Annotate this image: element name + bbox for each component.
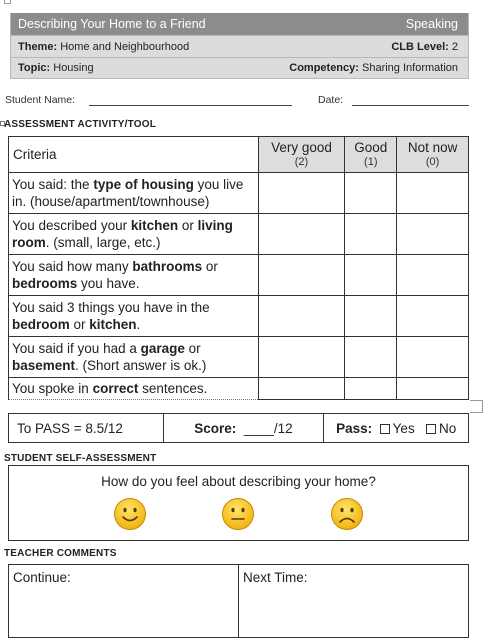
self-assessment-box [8,465,469,541]
rating-cell-very-good[interactable] [258,296,345,337]
teacher-comments-heading: TEACHER COMMENTS [4,548,117,559]
next-time-cell[interactable] [238,565,468,637]
criteria-header: Criteria [9,137,259,173]
rating-cell-very-good[interactable] [258,214,345,255]
criteria-text: You said 3 things you have in the bedroom or kitchen. [9,296,259,337]
rating-cell-good[interactable] [345,296,397,337]
criteria-text: You spoke in correct sentences. [9,378,259,400]
pass-field: Pass: Yes No [324,414,469,443]
rating-cell-very-good[interactable] [258,173,345,214]
rating-cell-not-now[interactable] [397,255,469,296]
date-line[interactable] [352,105,469,106]
neutral-face-icon[interactable] [221,497,255,531]
skill-label: Speaking [405,17,458,31]
rating-cell-not-now[interactable] [397,173,469,214]
yes-label: Yes [392,420,415,436]
criteria-text: You said: the type of housing you live in. (house/apartment/townhouse) [9,173,259,214]
rating-cell-very-good[interactable] [258,378,345,400]
pass-score-table [8,413,469,443]
rating-cell-not-now[interactable] [397,337,469,378]
teacher-comments-box [8,564,469,638]
header-topic-row [10,57,469,79]
sad-face-icon[interactable] [330,497,364,531]
assessment-heading: ASSESSMENT ACTIVITY/TOOL [4,119,157,130]
criteria-row [9,173,469,214]
criteria-row [9,255,469,296]
criteria-row [9,337,469,378]
criteria-row [9,378,469,400]
date-label: Date: [318,94,344,106]
theme-field: Theme: Home and Neighbourhood [18,40,190,53]
happy-face-icon[interactable] [113,497,147,531]
page-corner-mark [4,0,11,4]
self-assessment-heading: STUDENT SELF-ASSESSMENT [4,453,157,464]
self-assessment-question: How do you feel about describing your home? [101,474,376,489]
continue-label: Continue: [13,570,71,585]
criteria-text: You said if you had a garage or basement. (Short answer is ok.) [9,337,259,378]
no-checkbox[interactable] [426,424,436,434]
criteria-row [9,214,469,255]
rating-cell-good[interactable] [345,214,397,255]
assessment-table [8,136,469,400]
rating-cell-not-now[interactable] [397,378,469,400]
student-name-label: Student Name: [5,94,76,106]
rating-cell-good[interactable] [345,255,397,296]
worksheet-title: Describing Your Home to a Friend [18,17,206,31]
competency-field: Competency: Sharing Information [289,62,458,74]
rating-cell-very-good[interactable] [258,337,345,378]
next-time-label: Next Time: [243,570,308,585]
rating-not-now: Not now (0) [397,137,469,173]
rating-very-good: Very good (2) [258,137,345,173]
rating-cell-good[interactable] [345,337,397,378]
rating-cell-good[interactable] [345,173,397,214]
criteria-text: You said how many bathrooms or bedrooms you have. [9,255,259,296]
side-margin-mark [470,400,483,413]
yes-checkbox[interactable] [380,424,390,434]
criteria-row [9,296,469,337]
header-theme-row [10,35,469,57]
header-title-bar [10,13,469,35]
student-name-line[interactable] [89,105,292,106]
topic-field: Topic: Housing [18,62,94,74]
criteria-text: You described your kitchen or living room. (small, large, etc.) [9,214,259,255]
rating-cell-very-good[interactable] [258,255,345,296]
rating-cell-not-now[interactable] [397,214,469,255]
rating-cell-not-now[interactable] [397,296,469,337]
score-field[interactable]: Score: ____/12 [163,414,324,443]
pass-threshold: To PASS = 8.5/12 [9,414,164,443]
rating-good: Good (1) [345,137,397,173]
no-label: No [438,420,457,436]
rating-cell-good[interactable] [345,378,397,400]
continue-cell[interactable] [9,565,238,637]
clb-level-field: CLB Level: 2 [391,40,458,53]
